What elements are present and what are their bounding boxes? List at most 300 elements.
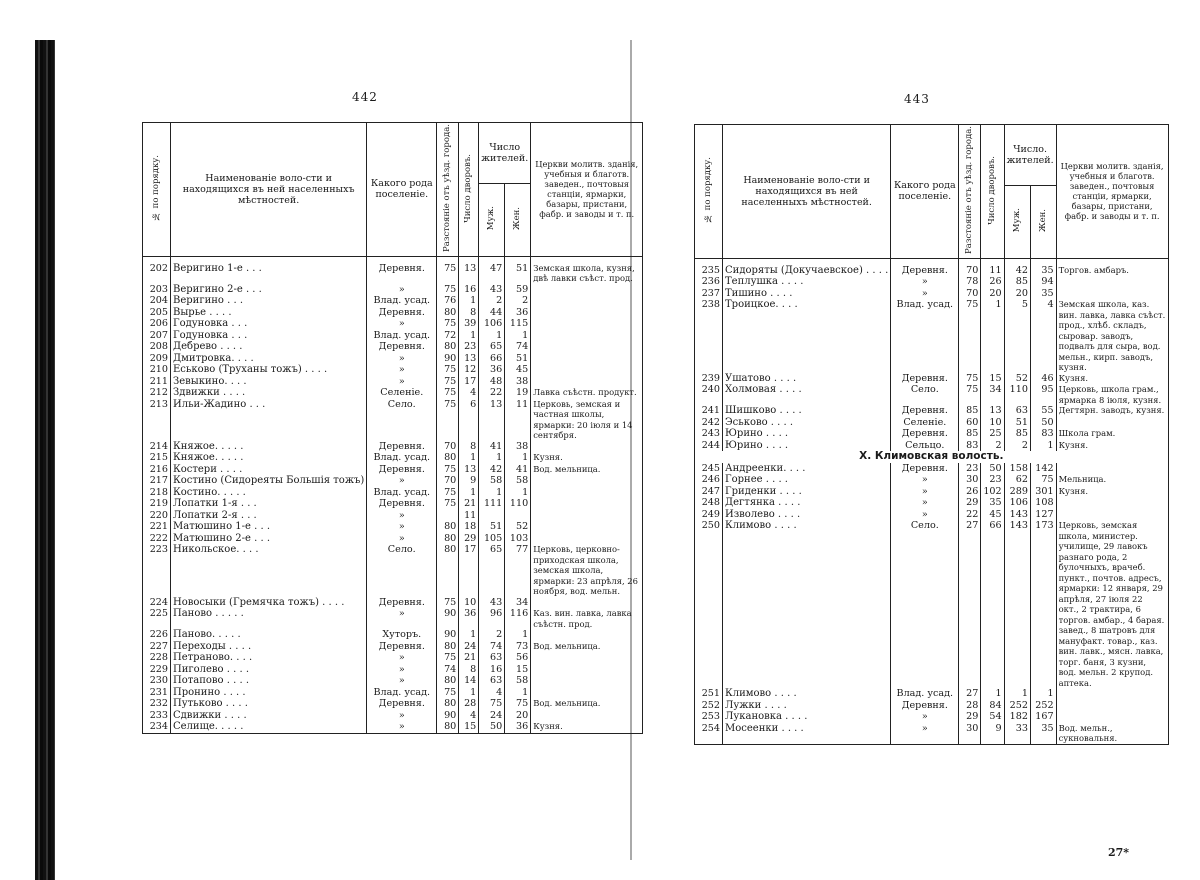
female-value: 52 <box>505 521 531 533</box>
distance-value: 80 <box>437 533 459 545</box>
table-row <box>143 487 643 499</box>
settlement-type: Селеніе. <box>891 417 959 429</box>
table-row <box>695 405 1169 417</box>
notes-text: Земская школа, каз. вин. лавка, лавка съѣст. прод., хлѣб. складъ, сыровар. заводъ, подвалъ для сыра, вод. мельн., кирп. заводъ, кузня. <box>1056 299 1168 373</box>
households-value: 13 <box>459 464 479 476</box>
header-residents: Число. жителей. <box>1006 143 1054 166</box>
households-value: 29 <box>459 533 479 545</box>
female-value: 110 <box>505 498 531 510</box>
table-row <box>695 700 1169 712</box>
notes-text <box>1056 688 1168 700</box>
male-value: 289 <box>1004 486 1030 498</box>
row-number: 226 <box>143 629 171 641</box>
notes-text <box>531 710 643 722</box>
place-name: Лукановка . . . . <box>723 711 891 723</box>
row-number: 212 <box>143 387 171 399</box>
distance-value: 70 <box>437 441 459 453</box>
table-row <box>143 510 643 522</box>
households-value: 35 <box>981 497 1004 509</box>
households-value: 4 <box>459 710 479 722</box>
place-name: Петраново. . . . <box>171 652 367 664</box>
households-value: 21 <box>459 652 479 664</box>
table-row <box>695 723 1169 745</box>
settlement-type: » <box>891 474 959 486</box>
male-value: 96 <box>479 608 505 629</box>
book-binding-edge <box>35 40 55 880</box>
male-value: 143 <box>1004 520 1030 688</box>
table-row <box>143 597 643 609</box>
male-value: 44 <box>479 307 505 319</box>
distance-value: 70 <box>437 475 459 487</box>
settlement-type: Влад. усад. <box>891 299 959 373</box>
households-value: 17 <box>459 376 479 388</box>
distance-value: 75 <box>437 464 459 476</box>
female-value: 74 <box>505 341 531 353</box>
settlement-type: » <box>367 284 437 296</box>
place-name: Троицкое. . . . <box>723 299 891 373</box>
table-row <box>143 675 643 687</box>
distance-value: 80 <box>437 721 459 733</box>
table-row <box>143 376 643 388</box>
male-value: 42 <box>479 464 505 476</box>
notes-text <box>531 510 643 522</box>
female-value: 38 <box>505 441 531 453</box>
female-value: 35 <box>1030 258 1056 276</box>
female-value <box>505 510 531 522</box>
female-value: 115 <box>505 318 531 330</box>
place-name: Потапово . . . . <box>171 675 367 687</box>
female-value: 75 <box>1030 474 1056 486</box>
row-number: 222 <box>143 533 171 545</box>
table-row <box>695 299 1169 373</box>
male-value: 110 <box>1004 384 1030 405</box>
female-value: 73 <box>505 641 531 653</box>
row-number: 202 <box>143 256 171 284</box>
row-number: 216 <box>143 464 171 476</box>
table-row <box>143 475 643 487</box>
table-row <box>695 520 1169 688</box>
table-row <box>143 521 643 533</box>
table-row <box>695 463 1169 475</box>
notes-text: Земская школа, кузня, двѣ лавки съѣст. прод. <box>531 256 643 284</box>
header-distance: Разстояніе отъ уѣзд. города. <box>442 124 453 252</box>
notes-text <box>531 629 643 641</box>
settlement-type: » <box>367 721 437 733</box>
table-row <box>143 399 643 441</box>
place-name: Дмитровка. . . . <box>171 353 367 365</box>
notes-text: Кузня. <box>531 452 643 464</box>
table-row <box>143 284 643 296</box>
place-name: Никольское. . . . <box>171 544 367 597</box>
male-value: 74 <box>479 641 505 653</box>
place-name: Лопатки 1-я . . . <box>171 498 367 510</box>
row-number: 224 <box>143 597 171 609</box>
male-value: 33 <box>1004 723 1030 745</box>
row-number: 238 <box>695 299 723 373</box>
households-value: 26 <box>981 276 1004 288</box>
settlement-type: Деревня. <box>367 597 437 609</box>
place-name: Пиголево . . . . <box>171 664 367 676</box>
place-name: Здвижки . . . . <box>171 387 367 399</box>
households-value: 10 <box>459 597 479 609</box>
households-value: 4 <box>459 387 479 399</box>
settlement-type: » <box>891 276 959 288</box>
male-value: 106 <box>479 318 505 330</box>
households-value: 18 <box>459 521 479 533</box>
female-value: 1 <box>505 629 531 641</box>
distance-value: 75 <box>437 597 459 609</box>
distance-value: 75 <box>437 487 459 499</box>
row-number: 230 <box>143 675 171 687</box>
settlement-type: » <box>891 723 959 745</box>
row-number: 242 <box>695 417 723 429</box>
place-name: Теплушка . . . . <box>723 276 891 288</box>
distance-value: 29 <box>959 711 981 723</box>
female-value: 36 <box>505 307 531 319</box>
header-no: № по порядку. <box>703 156 713 223</box>
header-female: Жен. <box>1037 208 1048 232</box>
female-value: 301 <box>1030 486 1056 498</box>
place-name: Мосеенки . . . . <box>723 723 891 745</box>
male-value: 1 <box>1004 688 1030 700</box>
notes-text <box>1056 276 1168 288</box>
place-name: Костино (Сидореяты Большія тожъ) <box>171 475 367 487</box>
female-value: 50 <box>1030 417 1056 429</box>
table-row <box>143 687 643 699</box>
female-value: 83 <box>1030 428 1056 440</box>
place-name: Юрино . . . . <box>723 428 891 440</box>
notes-text: Церковь, земская и частная школы, ярмарки: 20 іюля и 14 сентября. <box>531 399 643 441</box>
notes-text <box>531 307 643 319</box>
male-value: 47 <box>479 256 505 284</box>
settlement-type: Селеніе. <box>367 387 437 399</box>
households-value: 1 <box>981 299 1004 373</box>
households-value: 11 <box>981 258 1004 276</box>
place-name: Матюшино 2-е . . . <box>171 533 367 545</box>
settlement-type: » <box>367 353 437 365</box>
notes-text: Каз. вин. лавка, лавка съѣстн. прод. <box>531 608 643 629</box>
register-table-right <box>694 124 1169 745</box>
table-row <box>143 544 643 597</box>
households-value: 24 <box>459 641 479 653</box>
row-number: 223 <box>143 544 171 597</box>
distance-value: 75 <box>437 687 459 699</box>
male-value: 143 <box>1004 509 1030 521</box>
table-row <box>695 276 1169 288</box>
settlement-type: Деревня. <box>891 428 959 440</box>
place-name: Паново. . . . . <box>171 629 367 641</box>
male-value: 24 <box>479 710 505 722</box>
distance-value: 90 <box>437 629 459 641</box>
table-row <box>695 486 1169 498</box>
row-number: 228 <box>143 652 171 664</box>
male-value: 63 <box>1004 405 1030 417</box>
notes-text <box>531 341 643 353</box>
male-value: 2 <box>1004 440 1030 452</box>
header-notes: Церкви молитв. зданія, учебныя и благотв. заведен., почтовыя станціи, ярмарки, базары, пристани, фабр. и заводы и т. п. <box>535 159 639 220</box>
place-name: Сдвижки . . . . <box>171 710 367 722</box>
settlement-type: Деревня. <box>367 698 437 710</box>
male-value: 62 <box>1004 474 1030 486</box>
distance-value: 80 <box>437 675 459 687</box>
settlement-type: » <box>891 288 959 300</box>
row-number: 232 <box>143 698 171 710</box>
households-value: 16 <box>459 284 479 296</box>
place-name: Холмовая . . . . <box>723 384 891 405</box>
section-heading: X. Климовская волость. <box>695 451 1169 463</box>
distance-value: 90 <box>437 710 459 722</box>
distance-value: 22 <box>959 509 981 521</box>
male-value: 2 <box>479 629 505 641</box>
distance-value: 70 <box>959 288 981 300</box>
table-row <box>695 688 1169 700</box>
header-no: № по порядку. <box>151 154 161 221</box>
male-value: 58 <box>479 475 505 487</box>
place-name: Лужки . . . . <box>723 700 891 712</box>
female-value: 77 <box>505 544 531 597</box>
households-value: 8 <box>459 441 479 453</box>
settlement-type: » <box>367 318 437 330</box>
row-number: 211 <box>143 376 171 388</box>
table-row <box>695 451 1169 463</box>
notes-text <box>531 475 643 487</box>
row-number: 243 <box>695 428 723 440</box>
place-name: Костино. . . . . <box>171 487 367 499</box>
male-value: 65 <box>479 544 505 597</box>
male-value: 63 <box>479 652 505 664</box>
settlement-type: Село. <box>367 399 437 441</box>
notes-text <box>531 498 643 510</box>
female-value: 1 <box>505 452 531 464</box>
households-value: 23 <box>459 341 479 353</box>
row-number: 215 <box>143 452 171 464</box>
distance-value: 30 <box>959 723 981 745</box>
table-row <box>143 341 643 353</box>
distance-value: 29 <box>959 497 981 509</box>
settlement-type: » <box>367 533 437 545</box>
place-name: Новосыки (Гремячка тожъ) . . . . <box>171 597 367 609</box>
settlement-type: Деревня. <box>367 498 437 510</box>
settlement-type: Село. <box>891 384 959 405</box>
households-value: 9 <box>459 475 479 487</box>
table-row <box>143 664 643 676</box>
header-name: Наименованіе воло-сти и находящихся въ ней населенныхъ мѣстностей. <box>741 174 872 208</box>
settlement-type: » <box>891 509 959 521</box>
male-value: 1 <box>479 330 505 342</box>
households-value: 14 <box>459 675 479 687</box>
distance-value: 75 <box>437 318 459 330</box>
notes-text: Школа грам. <box>1056 428 1168 440</box>
households-value: 45 <box>981 509 1004 521</box>
distance-value: 75 <box>959 384 981 405</box>
settlement-type: Деревня. <box>367 441 437 453</box>
header-name: Наименованіе воло-сти и находящихся въ ней населенныхъ мѣстностей. <box>182 172 355 206</box>
place-name: Климово . . . . <box>723 520 891 688</box>
distance-value: 75 <box>437 376 459 388</box>
female-value: 51 <box>505 256 531 284</box>
distance-value: 80 <box>437 307 459 319</box>
row-number: 205 <box>143 307 171 319</box>
female-value: 55 <box>1030 405 1056 417</box>
female-value: 46 <box>1030 373 1056 385</box>
distance-value: 80 <box>437 641 459 653</box>
notes-text <box>1056 700 1168 712</box>
female-value: 94 <box>1030 276 1056 288</box>
row-number: 246 <box>695 474 723 486</box>
female-value: 1 <box>1030 688 1056 700</box>
place-name: Ушатово . . . . <box>723 373 891 385</box>
notes-text <box>1056 288 1168 300</box>
row-number: 236 <box>695 276 723 288</box>
settlement-type: Деревня. <box>891 405 959 417</box>
notes-text <box>1056 509 1168 521</box>
households-value: 1 <box>459 452 479 464</box>
male-value: 2 <box>479 295 505 307</box>
female-value: 51 <box>505 353 531 365</box>
notes-text: Мельница. <box>1056 474 1168 486</box>
female-value: 116 <box>505 608 531 629</box>
female-value: 108 <box>1030 497 1056 509</box>
table-row <box>143 608 643 629</box>
table-row <box>695 417 1169 429</box>
row-number: 251 <box>695 688 723 700</box>
settlement-type: Хуторъ. <box>367 629 437 641</box>
female-value: 1 <box>505 330 531 342</box>
right-page-number: 443 <box>904 92 930 106</box>
place-name: Селище. . . . . <box>171 721 367 733</box>
table-row <box>143 364 643 376</box>
notes-text: Кузня. <box>531 721 643 733</box>
settlement-type: » <box>367 510 437 522</box>
households-value: 15 <box>981 373 1004 385</box>
notes-text <box>531 364 643 376</box>
male-value: 158 <box>1004 463 1030 475</box>
row-number: 203 <box>143 284 171 296</box>
female-value: 38 <box>505 376 531 388</box>
male-value: 1 <box>479 452 505 464</box>
distance-value: 60 <box>959 417 981 429</box>
male-value: 85 <box>1004 428 1030 440</box>
households-value: 11 <box>459 510 479 522</box>
settlement-type: » <box>367 664 437 676</box>
table-row <box>143 533 643 545</box>
female-value: 19 <box>505 387 531 399</box>
settlement-type: » <box>367 521 437 533</box>
settlement-type: Влад. усад. <box>367 330 437 342</box>
settlement-type: Деревня. <box>367 464 437 476</box>
table-row <box>143 330 643 342</box>
notes-text <box>531 533 643 545</box>
settlement-type: » <box>367 652 437 664</box>
table-row <box>143 256 643 284</box>
place-name: Веригино . . . <box>171 295 367 307</box>
distance-value: 76 <box>437 295 459 307</box>
header-notes: Церкви молитв. зданія, учебныя и благотв. заведен., почтовыя станціи, ярмарки, базары, пристани, фабр. и заводы и т. п. <box>1060 161 1164 222</box>
row-number: 210 <box>143 364 171 376</box>
place-name: Ильи-Жадино . . . <box>171 399 367 441</box>
table-row <box>143 629 643 641</box>
households-value: 84 <box>981 700 1004 712</box>
female-value: 127 <box>1030 509 1056 521</box>
distance-value: 90 <box>437 608 459 629</box>
place-name: Горнее . . . . <box>723 474 891 486</box>
distance-value: 30 <box>959 474 981 486</box>
male-value: 13 <box>479 399 505 441</box>
table-row <box>143 318 643 330</box>
settlement-type: » <box>367 608 437 629</box>
table-row <box>143 452 643 464</box>
row-number: 229 <box>143 664 171 676</box>
distance-value: 28 <box>959 700 981 712</box>
distance-value: 75 <box>437 399 459 441</box>
distance-value: 75 <box>437 652 459 664</box>
place-name: Юрино . . . . <box>723 440 891 452</box>
notes-text <box>531 597 643 609</box>
header-distance: Разстояніе отъ уѣзд. города. <box>964 126 975 254</box>
settlement-type: Влад. усад. <box>367 687 437 699</box>
notes-text: Лавка съѣстн. продукт. <box>531 387 643 399</box>
distance-value: 78 <box>959 276 981 288</box>
table-row <box>695 288 1169 300</box>
settlement-type: Деревня. <box>891 700 959 712</box>
distance-value: 27 <box>959 688 981 700</box>
row-number: 206 <box>143 318 171 330</box>
distance-value: 85 <box>959 405 981 417</box>
table-row <box>695 373 1169 385</box>
distance-value: 80 <box>437 521 459 533</box>
place-name: Пронино . . . . <box>171 687 367 699</box>
place-name: Эськово . . . . <box>723 417 891 429</box>
place-name: Княжое. . . . . <box>171 441 367 453</box>
table-row <box>143 721 643 733</box>
households-value: 1 <box>459 629 479 641</box>
male-value: 20 <box>1004 288 1030 300</box>
male-value: 106 <box>1004 497 1030 509</box>
place-name: Годуновка . . . <box>171 318 367 330</box>
male-value: 16 <box>479 664 505 676</box>
settlement-type: Влад. усад. <box>367 452 437 464</box>
table-row <box>143 295 643 307</box>
settlement-type: Деревня. <box>367 341 437 353</box>
settlement-type: » <box>367 376 437 388</box>
place-name: Изволево . . . . <box>723 509 891 521</box>
settlement-type: » <box>891 497 959 509</box>
place-name: Еськово (Труханы тожъ) . . . . <box>171 364 367 376</box>
notes-text <box>531 353 643 365</box>
header-households: Число дворовъ. <box>463 153 474 223</box>
female-value: 36 <box>505 721 531 733</box>
notes-text <box>531 376 643 388</box>
settlement-type: Влад. усад. <box>367 487 437 499</box>
male-value: 51 <box>479 521 505 533</box>
row-number: 220 <box>143 510 171 522</box>
place-name: Паново . . . . . <box>171 608 367 629</box>
row-number: 225 <box>143 608 171 629</box>
place-name: Вырье . . . . <box>171 307 367 319</box>
households-value: 13 <box>981 405 1004 417</box>
notes-text <box>1056 711 1168 723</box>
settlement-type: » <box>891 486 959 498</box>
male-value: 105 <box>479 533 505 545</box>
male-value: 48 <box>479 376 505 388</box>
left-page <box>142 122 643 734</box>
row-number: 241 <box>695 405 723 417</box>
notes-text <box>1056 463 1168 475</box>
distance-value: 80 <box>437 544 459 597</box>
table-row <box>143 698 643 710</box>
female-value: 173 <box>1030 520 1056 688</box>
male-value: 5 <box>1004 299 1030 373</box>
